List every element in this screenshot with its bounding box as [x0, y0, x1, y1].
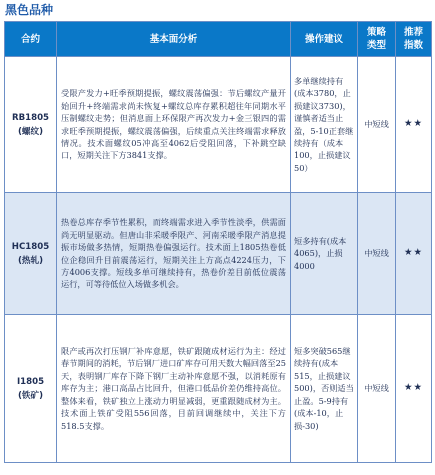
analysis-cell: 热卷总库存季节性累积，而终端需求进入季节性淡季，供需面尚无明显驱动。但唐山非采暖季限产、河南采暖季限产消息提振市场做多热情，短期热卷偏强运行。技术面上1805热卷低位企稳回升目前震荡运行，短期关注上方高点4224压力，下方4006支撑。短线多单可继续持有，热卷价差目前低位震荡运行，可等待低位入场做多机会。 [57, 193, 291, 315]
contract-name: (热轧) [17, 255, 44, 266]
contract-cell [5, 193, 57, 315]
header-advice: 操作建议 [291, 22, 358, 57]
contract-cell [5, 315, 57, 463]
table-row-i1805 [5, 315, 432, 463]
header-contract: 合约 [5, 22, 57, 57]
table-row-hc1805 [5, 193, 432, 315]
advice-cell: 多单继续持有(成本3780，止损建议3730)，谨慎者适当止盈，5-10正套继续持有（成本100，止损建议50） [291, 57, 358, 193]
rating-stars: ★★ [396, 315, 432, 463]
contract-name: (螺纹) [17, 126, 44, 137]
advice-cell: 短多突破565继续持有(成本515，止损建议500)，否则适当止盈。5-9持有(成本-10，止损-30) [291, 315, 358, 463]
strategy-type-cell: 中短线 [358, 57, 396, 193]
strategy-type-cell: 中短线 [358, 193, 396, 315]
table-row-rb1805 [5, 57, 432, 193]
analysis-cell: 受限产发力+旺季预期提振，螺纹震荡偏强：节后螺纹产量开始回升+终端需求尚未恢复+螺纹总库存累积超往年同期水平压制螺纹走势；但消息面上环保限产再次发力+金三银四的需求旺季预期提振，螺纹震荡偏强，后续重点关注终端需求释放情况。技术面螺纹05冲高至4062后受阻回落，下补跳空缺口，短期关注下方3841支撑。 [57, 57, 291, 193]
contract-code: I1805 [16, 376, 45, 387]
rating-stars: ★★ [396, 193, 432, 315]
table-header-row [5, 22, 432, 57]
analysis-cell: 限产或再次打压钢厂补库意愿，铁矿跟随成材运行为主：经过春节期间的消耗，节后钢厂进口矿库存可用天数大幅回落至25天，表明钢厂库存下降下钢厂主动补库意愿不强，以消耗原有库存为主；港口高品占比回升，但港口低品价差仍维持高位。整体来看，铁矿独立上涨动力明显减弱，更重跟随成材为主。技术面上铁矿受阻556回落，目前回调继续中，关注下方518.5支撑。 [57, 315, 291, 463]
advice-cell: 短多持有(成本4065)，止损4000 [291, 193, 358, 315]
header-rating [396, 22, 432, 57]
header-strategy-type-line1: 策略 [366, 27, 386, 38]
contract-code: HC1805 [11, 241, 50, 252]
rating-stars: ★★ [396, 57, 432, 193]
strategy-type-cell: 中短线 [358, 315, 396, 463]
contract-code: RB1805 [11, 112, 50, 123]
contract-name: (铁矿) [17, 390, 44, 401]
header-analysis: 基本面分析 [57, 22, 291, 57]
section-title: 黑色品种 [5, 3, 54, 17]
contract-cell [5, 57, 57, 193]
strategy-table [4, 21, 432, 463]
header-rating-line1: 推荐 [403, 27, 423, 38]
header-strategy-type [358, 22, 396, 57]
header-strategy-type-line2: 类型 [366, 40, 386, 51]
header-rating-line2: 指数 [403, 40, 423, 51]
